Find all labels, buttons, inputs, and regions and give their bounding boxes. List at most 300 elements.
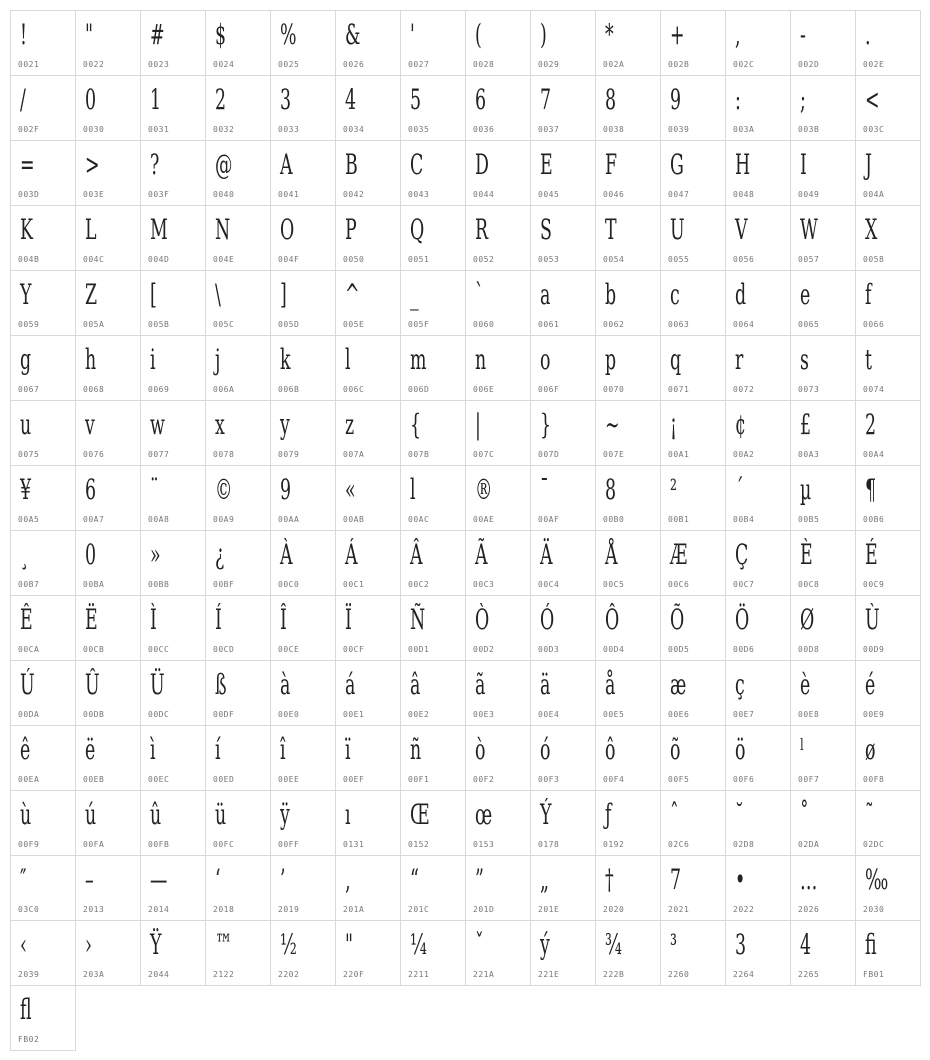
glyph-cell [466, 856, 531, 921]
glyph-code: 006D [408, 385, 430, 394]
glyph-code: 002F [18, 125, 40, 134]
glyph-code: 00E4 [538, 710, 560, 719]
glyph-code: 002A [603, 60, 625, 69]
glyph-code: 00B0 [603, 515, 625, 524]
glyph-code: 2202 [278, 970, 300, 979]
glyph-char: Z [85, 278, 98, 311]
glyph-char: : [735, 83, 741, 116]
glyph-cell [206, 791, 271, 856]
glyph-char: ? [150, 148, 160, 181]
glyph-code: 2264 [733, 970, 755, 979]
glyph-char: T [605, 213, 617, 246]
glyph-code: 00A7 [83, 515, 105, 524]
glyph-code: 0024 [213, 60, 235, 69]
glyph-cell [11, 206, 76, 271]
glyph-char: & [345, 18, 361, 51]
glyph-char: _ [410, 278, 419, 311]
glyph-cell [726, 11, 791, 76]
glyph-cell [856, 466, 921, 531]
glyph-code: 02D8 [733, 840, 755, 849]
glyph-code: 0030 [83, 125, 105, 134]
glyph-cell [596, 726, 661, 791]
glyph-cell [661, 791, 726, 856]
glyph-cell [596, 271, 661, 336]
glyph-cell [466, 271, 531, 336]
glyph-cell [726, 206, 791, 271]
glyph-char: ″ [20, 863, 27, 896]
glyph-cell [76, 726, 141, 791]
glyph-cell [336, 661, 401, 726]
glyph-char: m [410, 343, 427, 376]
glyph-char: q [670, 343, 682, 376]
glyph-code: 00D2 [473, 645, 495, 654]
glyph-char: « [345, 473, 356, 506]
glyph-char: Ú [20, 668, 35, 701]
glyph-char: ¯ [540, 473, 549, 506]
glyph-cell [661, 921, 726, 986]
glyph-char: û [150, 798, 162, 831]
glyph-code: 0039 [668, 125, 690, 134]
glyph-char: y [280, 408, 290, 441]
glyph-char: H [735, 148, 751, 181]
glyph-cell [141, 856, 206, 921]
glyph-cell [726, 921, 791, 986]
glyph-char: p [605, 343, 617, 376]
glyph-code: 00B1 [668, 515, 690, 524]
glyph-cell [726, 726, 791, 791]
glyph-code: 201D [473, 905, 495, 914]
glyph-code: 0022 [83, 60, 105, 69]
glyph-char: Ê [20, 603, 33, 636]
glyph-char: ç [735, 668, 745, 701]
glyph-char: ò [475, 733, 486, 766]
glyph-char: 9 [670, 83, 682, 116]
glyph-code: 00F9 [18, 840, 40, 849]
glyph-code: 00F3 [538, 775, 560, 784]
glyph-cell [401, 531, 466, 596]
glyph-code: 004E [213, 255, 235, 264]
glyph-char: ¼ [410, 928, 427, 961]
glyph-cell [856, 856, 921, 921]
glyph-code: 00D6 [733, 645, 755, 654]
glyph-code: 004C [83, 255, 105, 264]
glyph-char: ' [410, 18, 415, 51]
glyph-cell [466, 596, 531, 661]
glyph-code: 00DC [148, 710, 170, 719]
glyph-cell [141, 141, 206, 206]
glyph-char: ˇ [475, 928, 484, 961]
glyph-code: 00AA [278, 515, 300, 524]
glyph-cell [466, 141, 531, 206]
glyph-code: 00C8 [798, 580, 820, 589]
glyph-char: æ [670, 668, 687, 701]
glyph-cell [401, 726, 466, 791]
glyph-char: ( [475, 18, 482, 51]
glyph-code: 002B [668, 60, 690, 69]
glyph-cell [11, 726, 76, 791]
glyph-char: â [410, 668, 421, 701]
glyph-cell [856, 661, 921, 726]
glyph-cell [76, 531, 141, 596]
glyph-cell [271, 76, 336, 141]
glyph-char: \ [215, 278, 221, 311]
glyph-code: 003D [18, 190, 40, 199]
glyph-char: w [150, 408, 165, 441]
glyph-cell [791, 856, 856, 921]
glyph-char: à [280, 668, 291, 701]
glyph-code: 00F1 [408, 775, 430, 784]
glyph-cell [76, 856, 141, 921]
glyph-cell [401, 206, 466, 271]
glyph-code: 00FC [213, 840, 235, 849]
glyph-code: 220F [343, 970, 365, 979]
glyph-code: 222B [603, 970, 625, 979]
glyph-code: 0064 [733, 320, 755, 329]
glyph-code: 007B [408, 450, 430, 459]
glyph-code: 00FF [278, 840, 300, 849]
glyph-char: ¥ [20, 473, 32, 506]
glyph-code: 00E7 [733, 710, 755, 719]
glyph-cell [11, 271, 76, 336]
glyph-code: 0063 [668, 320, 690, 329]
glyph-char: á [345, 668, 356, 701]
glyph-char: ½ [280, 928, 297, 961]
glyph-cell [336, 726, 401, 791]
glyph-char: ñ [410, 733, 422, 766]
glyph-code: 003E [83, 190, 105, 199]
glyph-code: 00AF [538, 515, 560, 524]
glyph-char: ß [215, 668, 227, 701]
glyph-cell [791, 11, 856, 76]
glyph-code: 0073 [798, 385, 820, 394]
glyph-char: # [150, 18, 165, 51]
glyph-cell [401, 921, 466, 986]
glyph-cell [596, 336, 661, 401]
glyph-code: 0069 [148, 385, 170, 394]
glyph-char: ¡ [670, 408, 677, 441]
glyph-cell [401, 661, 466, 726]
glyph-code: 00A5 [18, 515, 40, 524]
glyph-code: 0057 [798, 255, 820, 264]
glyph-code: 2014 [148, 905, 170, 914]
glyph-cell [856, 531, 921, 596]
glyph-cell [596, 76, 661, 141]
glyph-char: ” [475, 863, 484, 896]
glyph-cell [206, 466, 271, 531]
glyph-code: 00C6 [668, 580, 690, 589]
glyph-char: a [540, 278, 551, 311]
glyph-cell [466, 206, 531, 271]
glyph-char: ˘ [735, 798, 744, 831]
glyph-code: 005C [213, 320, 235, 329]
glyph-char: j [215, 343, 221, 376]
glyph-cell [791, 336, 856, 401]
glyph-cell [856, 596, 921, 661]
glyph-cell [531, 11, 596, 76]
glyph-cell [726, 401, 791, 466]
glyph-cell [336, 141, 401, 206]
glyph-char: < [865, 83, 880, 116]
glyph-char: ˜ [865, 798, 874, 831]
glyph-code: 0066 [863, 320, 885, 329]
glyph-code: 0178 [538, 840, 560, 849]
glyph-cell [791, 401, 856, 466]
glyph-char: { [410, 408, 422, 441]
glyph-char: Í [215, 603, 222, 636]
glyph-code: 005D [278, 320, 300, 329]
glyph-code: 005B [148, 320, 170, 329]
glyph-char: e [800, 278, 811, 311]
glyph-code: 02DA [798, 840, 820, 849]
glyph-char: c [670, 278, 680, 311]
glyph-cell [11, 11, 76, 76]
glyph-code: 201A [343, 905, 365, 914]
glyph-code: 00A9 [213, 515, 235, 524]
glyph-cell [271, 11, 336, 76]
glyph-cell [791, 726, 856, 791]
glyph-cell [141, 596, 206, 661]
glyph-cell [401, 141, 466, 206]
glyph-char: • [735, 863, 746, 896]
glyph-cell [401, 11, 466, 76]
glyph-char: l [345, 343, 351, 376]
glyph-code: 0031 [148, 125, 170, 134]
glyph-cell [336, 11, 401, 76]
glyph-cell [466, 726, 531, 791]
glyph-char: – [85, 863, 94, 896]
glyph-code: 2019 [278, 905, 300, 914]
glyph-cell [791, 531, 856, 596]
glyph-char: ^ [345, 278, 360, 311]
glyph-char: l [410, 473, 416, 506]
glyph-code: 2022 [733, 905, 755, 914]
glyph-cell [531, 596, 596, 661]
glyph-cell [336, 76, 401, 141]
glyph-char: ‹ [20, 928, 27, 961]
glyph-cell [206, 206, 271, 271]
glyph-char: 9 [280, 473, 292, 506]
glyph-code: 006E [473, 385, 495, 394]
glyph-code: 0079 [278, 450, 300, 459]
glyph-code: 00A2 [733, 450, 755, 459]
glyph-cell [531, 531, 596, 596]
glyph-char: r [735, 343, 744, 376]
glyph-cell [856, 336, 921, 401]
glyph-code: 0028 [473, 60, 495, 69]
glyph-code: 00C3 [473, 580, 495, 589]
glyph-code: 221E [538, 970, 560, 979]
glyph-char: U [670, 213, 685, 246]
glyph-code: 00EB [83, 775, 105, 784]
glyph-code: 0051 [408, 255, 430, 264]
glyph-cell [271, 141, 336, 206]
glyph-code: 0048 [733, 190, 755, 199]
glyph-cell [466, 76, 531, 141]
glyph-code: 004F [278, 255, 300, 264]
glyph-cell [76, 206, 141, 271]
glyph-cell [336, 336, 401, 401]
glyph-char: ¾ [605, 928, 622, 961]
glyph-cell [141, 921, 206, 986]
glyph-char: Ø [800, 603, 815, 636]
glyph-code: 0062 [603, 320, 625, 329]
glyph-cell [336, 921, 401, 986]
glyph-char: [ [150, 278, 157, 311]
glyph-cell [76, 596, 141, 661]
glyph-char: ® [475, 473, 493, 506]
glyph-cell [271, 661, 336, 726]
glyph-cell [596, 11, 661, 76]
glyph-code: 0153 [473, 840, 495, 849]
glyph-cell [141, 466, 206, 531]
glyph-char: 0 [85, 538, 97, 571]
glyph-cell [791, 141, 856, 206]
glyph-code: 00C1 [343, 580, 365, 589]
glyph-cell [76, 271, 141, 336]
glyph-code: 00B4 [733, 515, 755, 524]
glyph-char: Ñ [410, 603, 426, 636]
glyph-cell [206, 336, 271, 401]
glyph-char: u [20, 408, 32, 441]
glyph-code: 0045 [538, 190, 560, 199]
glyph-char: ë [85, 733, 96, 766]
glyph-char: ø [865, 733, 876, 766]
glyph-char: ™ [215, 928, 233, 961]
glyph-code: 0077 [148, 450, 170, 459]
glyph-code: 0065 [798, 320, 820, 329]
glyph-code: 00DB [83, 710, 105, 719]
glyph-char: ¸ [20, 538, 29, 571]
glyph-code: 00E9 [863, 710, 885, 719]
glyph-cell [791, 271, 856, 336]
glyph-code: 2030 [863, 905, 885, 914]
glyph-code: 00CD [213, 645, 235, 654]
glyph-code: 00DA [18, 710, 40, 719]
glyph-code: 0032 [213, 125, 235, 134]
glyph-char: Ò [475, 603, 490, 636]
glyph-char: } [540, 408, 552, 441]
glyph-cell [206, 531, 271, 596]
glyph-char: 5 [410, 83, 422, 116]
glyph-code: 007C [473, 450, 495, 459]
glyph-code: 0075 [18, 450, 40, 459]
glyph-cell [271, 401, 336, 466]
glyph-cell [726, 466, 791, 531]
glyph-char: ³ [670, 928, 677, 961]
glyph-char: È [800, 538, 813, 571]
glyph-code: 0059 [18, 320, 40, 329]
glyph-cell [531, 856, 596, 921]
glyph-char: ü [215, 798, 227, 831]
glyph-code: 006C [343, 385, 365, 394]
glyph-cell [271, 856, 336, 921]
glyph-code: 0060 [473, 320, 495, 329]
glyph-cell [336, 401, 401, 466]
glyph-char: N [215, 213, 231, 246]
glyph-char: S [540, 213, 552, 246]
glyph-code: 00E0 [278, 710, 300, 719]
glyph-char: ı [345, 798, 351, 831]
glyph-code: 005E [343, 320, 365, 329]
glyph-char: ä [540, 668, 551, 701]
glyph-code: 00F7 [798, 775, 820, 784]
glyph-code: 02DC [863, 840, 885, 849]
glyph-cell [11, 791, 76, 856]
glyph-char: 3 [735, 928, 747, 961]
glyph-char: B [345, 148, 358, 181]
glyph-char: 0 [85, 83, 97, 116]
glyph-char: Ã [475, 538, 488, 571]
glyph-code: 00C7 [733, 580, 755, 589]
glyph-cell [596, 921, 661, 986]
glyph-char: ˡ [800, 733, 805, 766]
glyph-char: ¢ [735, 408, 747, 441]
glyph-code: 00D9 [863, 645, 885, 654]
glyph-char: Ó [540, 603, 555, 636]
glyph-code: 00AB [343, 515, 365, 524]
glyph-cell [596, 661, 661, 726]
glyph-char: @ [215, 148, 233, 181]
glyph-cell [726, 271, 791, 336]
glyph-cell [11, 336, 76, 401]
glyph-cell [726, 596, 791, 661]
glyph-code: 0072 [733, 385, 755, 394]
glyph-code: 004B [18, 255, 40, 264]
glyph-cell [271, 921, 336, 986]
glyph-char: å [605, 668, 616, 701]
glyph-cell [11, 596, 76, 661]
glyph-char: ó [540, 733, 551, 766]
glyph-code: 0025 [278, 60, 300, 69]
glyph-cell [466, 921, 531, 986]
glyph-char: 8 [605, 473, 617, 506]
glyph-cell [856, 76, 921, 141]
glyph-cell [206, 856, 271, 921]
glyph-char: 6 [85, 473, 97, 506]
glyph-char: Ô [605, 603, 620, 636]
glyph-code: 00C4 [538, 580, 560, 589]
glyph-cell [76, 466, 141, 531]
glyph-code: 0046 [603, 190, 625, 199]
glyph-cell [531, 336, 596, 401]
glyph-char: 7 [670, 863, 682, 896]
glyph-char: + [670, 18, 685, 51]
glyph-cell [11, 466, 76, 531]
glyph-char: x [215, 408, 225, 441]
glyph-cell [531, 401, 596, 466]
glyph-code: 006F [538, 385, 560, 394]
glyph-char: ù [20, 798, 32, 831]
glyph-code: 003C [863, 125, 885, 134]
glyph-code: 2021 [668, 905, 690, 914]
glyph-char: g [20, 343, 32, 376]
glyph-char: P [345, 213, 357, 246]
glyph-code: 00F2 [473, 775, 495, 784]
glyph-char: Ç [735, 538, 749, 571]
glyph-code: 00F6 [733, 775, 755, 784]
glyph-cell [336, 531, 401, 596]
glyph-code: 00BB [148, 580, 170, 589]
glyph-cell [141, 791, 206, 856]
glyph-code: 005F [408, 320, 430, 329]
glyph-char: ﬂ [20, 993, 32, 1026]
glyph-char: X [865, 213, 878, 246]
glyph-code: 00E2 [408, 710, 430, 719]
glyph-cell [401, 271, 466, 336]
glyph-cell [856, 206, 921, 271]
glyph-char: ÿ [280, 798, 290, 831]
glyph-code: 2044 [148, 970, 170, 979]
